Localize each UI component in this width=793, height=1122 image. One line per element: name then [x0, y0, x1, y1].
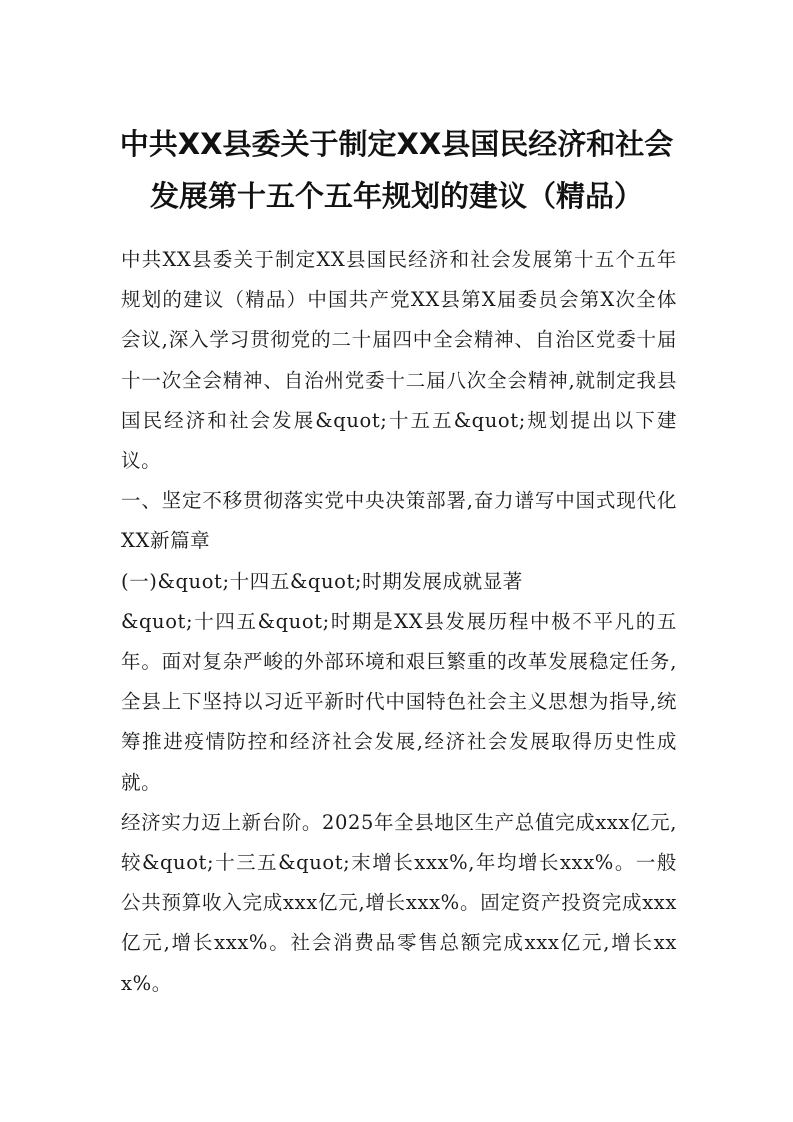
title-line-2: 发展第十五个五年规划的建议（精品） [149, 179, 643, 213]
paragraph-achievements: &quot;十四五&quot;时期是XX县发展历程中极不平凡的五年。面对复杂严峻的外部环境和艰巨繁重的改革发展稳定任务,全县上下坚持以习近平新时代中国特色社会主义思想为指导,统筹推进疫情防控和经济社会发展,经济社会发展取得历史性成就。 [121, 609, 677, 794]
section-heading-1: 一、坚定不移贯彻落实党中央决策部署,奋力谱写中国式现代化XX新篇章 [121, 489, 677, 553]
title-line-1: 中共XX县委关于制定XX县国民经济和社会 [119, 127, 674, 161]
document-title [100, 118, 693, 222]
document-body [121, 240, 677, 1004]
subsection-heading-1: (一)&quot;十四五&quot;时期发展成就显著 [121, 569, 523, 593]
paragraph-intro: 中共XX县委关于制定XX县国民经济和社会发展第十五个五年规划的建议（精品）中国共产党XX县第X届委员会第X次全体会议,深入学习贯彻党的二十届四中全会精神、自治区党委十届十一次全会精神、自治州党委十二届八次全会精神,就制定我县国民经济和社会发展&quot;十五五&quot;规划提出以下建议。 [121, 248, 677, 473]
paragraph-economy: 经济实力迈上新台阶。2025年全县地区生产总值完成xxx亿元,较&quot;十三五&quot;末增长xxx%,年均增长xxx%。一般公共预算收入完成xxx亿元,增长xxx%。固定资产投资完成xxx亿元,增长xxx%。社会消费品零售总额完成xxx亿元,增长xxx%。 [121, 810, 677, 995]
